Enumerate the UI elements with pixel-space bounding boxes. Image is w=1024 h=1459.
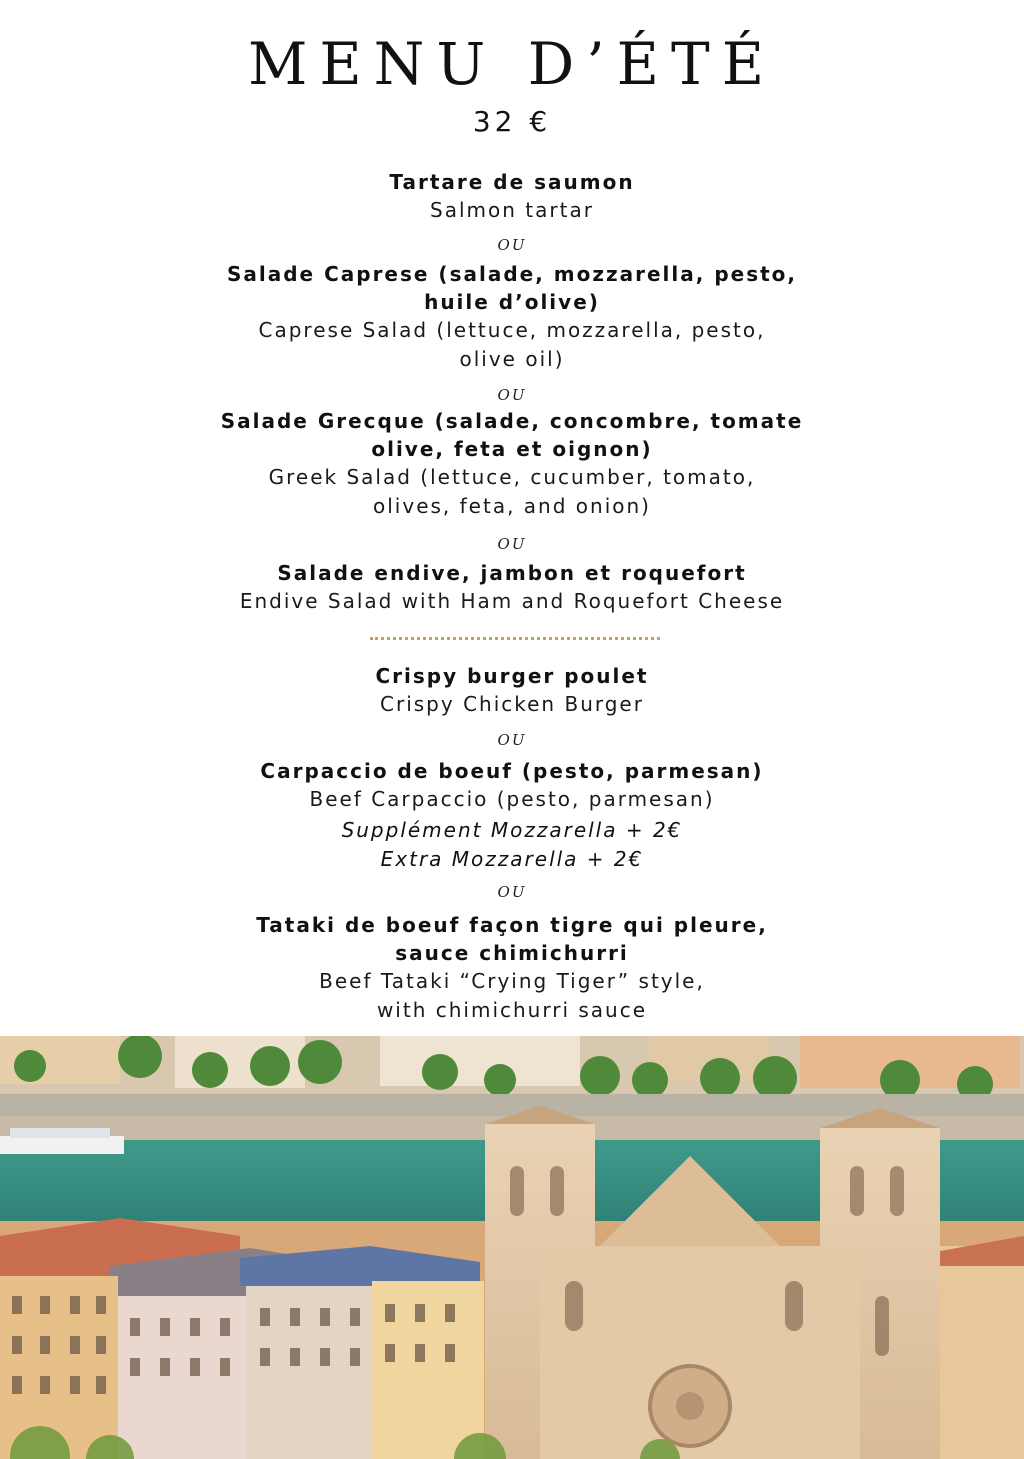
or-separator: OU xyxy=(497,386,527,404)
dish-name-fr: sauce chimichurri xyxy=(395,941,629,965)
dish-name-en: Greek Salad (lettuce, cucumber, tomato, xyxy=(268,465,756,489)
dish-greek-salad xyxy=(0,407,1024,521)
dish-name-fr: Salade Caprese (salade, mozzarella, pesto, xyxy=(226,262,797,286)
dish-name-fr: Crispy burger poulet xyxy=(375,664,649,688)
dish-name-en: Beef Carpaccio (pesto, parmesan) xyxy=(309,787,715,811)
dish-name-en: Caprese Salad (lettuce, mozzarella, pesto, xyxy=(258,318,766,342)
dish-chicken-burger xyxy=(0,662,1024,719)
dish-name-fr: Salade Grecque (salade, concombre, tomate xyxy=(220,409,804,433)
dish-name-fr: Tartare de saumon xyxy=(389,170,635,194)
lyon-cityscape-photo xyxy=(0,1036,1024,1459)
section-divider xyxy=(370,637,660,640)
or-separator: OU xyxy=(497,883,527,901)
or-separator: OU xyxy=(497,236,527,254)
dish-name-fr: Salade endive, jambon et roquefort xyxy=(277,561,747,585)
dish-name-en: olive oil) xyxy=(459,347,565,371)
supplement-fr: Supplément Mozzarella + 2€ xyxy=(341,818,683,842)
dish-name-en: olives, feta, and onion) xyxy=(373,494,651,518)
dish-endive-salad xyxy=(0,559,1024,616)
or-separator: OU xyxy=(497,731,527,749)
dish-name-fr: Carpaccio de boeuf (pesto, parmesan) xyxy=(260,759,764,783)
dish-name-en: with chimichurri sauce xyxy=(376,998,648,1022)
dish-caprese-salad xyxy=(0,260,1024,374)
dish-name-fr: huile d’olive) xyxy=(424,290,600,314)
dish-name-en: Endive Salad with Ham and Roquefort Cheese xyxy=(239,589,785,613)
menu-price: 32 € xyxy=(472,105,552,138)
dish-beef-tataki xyxy=(0,911,1024,1025)
dish-name-fr: Tataki de boeuf façon tigre qui pleure, xyxy=(256,913,768,937)
dish-name-fr: olive, feta et oignon) xyxy=(371,437,653,461)
dish-name-en: Beef Tataki “Crying Tiger” style, xyxy=(319,969,705,993)
menu-title: MENU D’ÉTÉ xyxy=(247,30,777,98)
dish-beef-carpaccio xyxy=(0,757,1024,874)
dish-name-en: Salmon tartar xyxy=(430,198,594,222)
dish-salmon-tartar xyxy=(0,168,1024,225)
dish-name-en: Crispy Chicken Burger xyxy=(380,692,644,716)
or-separator: OU xyxy=(497,535,527,553)
supplement-en: Extra Mozzarella + 2€ xyxy=(380,847,644,871)
